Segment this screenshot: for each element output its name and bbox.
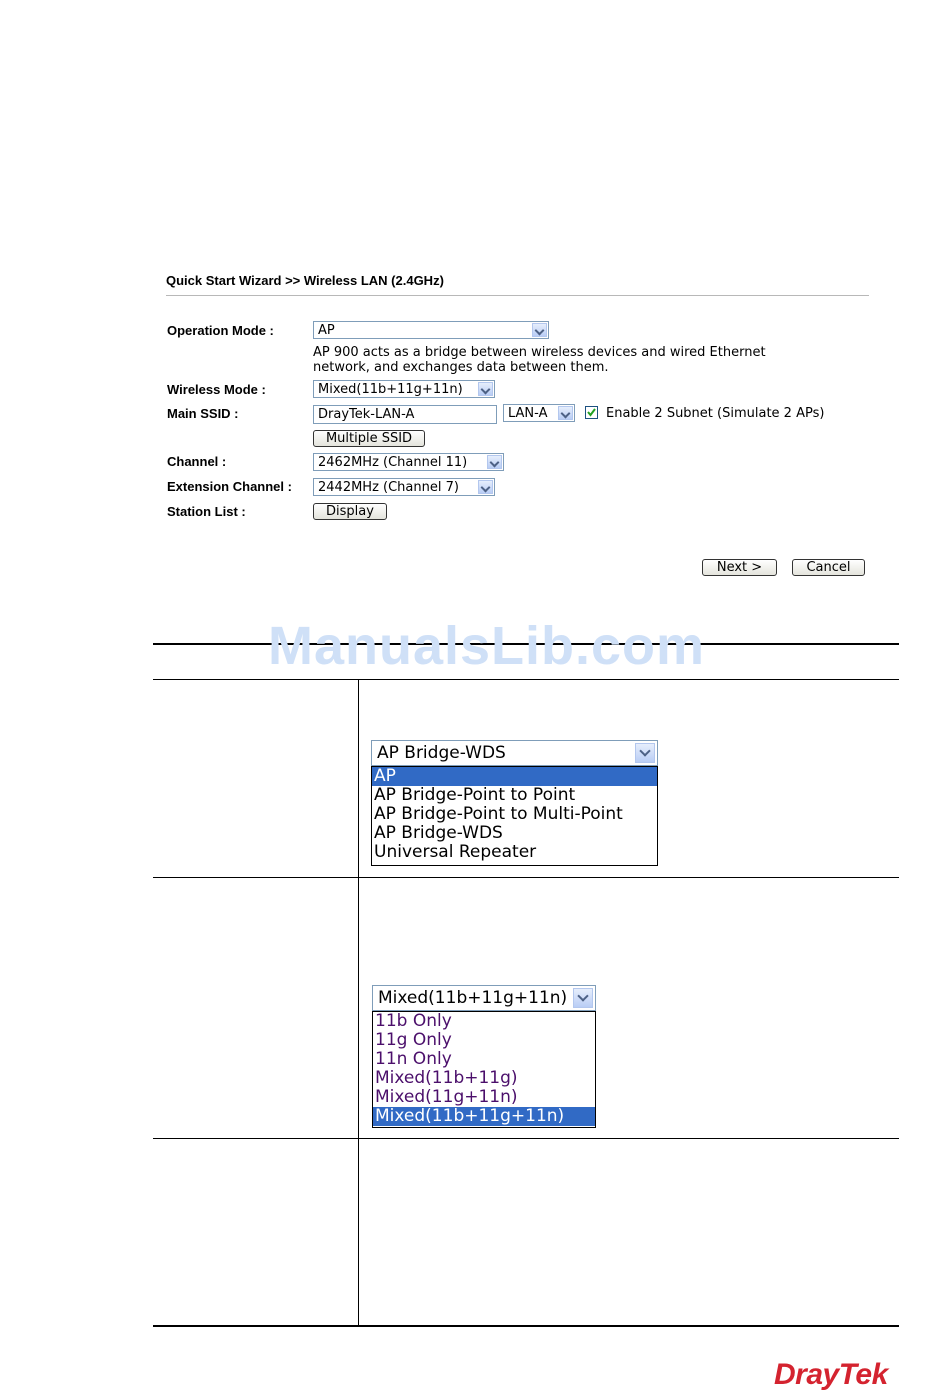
- station-list-label: Station List :: [167, 504, 246, 519]
- operation-mode-select-value: AP: [318, 323, 335, 338]
- enable-subnet-label: Enable 2 Subnet (Simulate 2 APs): [606, 406, 825, 421]
- operation-mode-label: Operation Mode :: [167, 323, 274, 338]
- operation-mode-dropdown[interactable]: [371, 740, 658, 766]
- watermark: ManualsLib.com: [268, 616, 706, 676]
- table-header-divider: [153, 679, 899, 680]
- multiple-ssid-button[interactable]: Multiple SSID: [313, 430, 425, 447]
- breadcrumb-divider: [166, 295, 869, 296]
- extension-channel-select[interactable]: [313, 478, 495, 496]
- channel-select-value: 2462MHz (Channel 11): [318, 455, 468, 470]
- table-bottom-border: [153, 1325, 899, 1327]
- next-button[interactable]: Next >: [702, 559, 777, 576]
- main-ssid-input[interactable]: [313, 405, 497, 424]
- list-item[interactable]: AP Bridge-WDS: [374, 823, 503, 843]
- operation-mode-desc-1: AP 900 acts as a bridge between wireless devices and wired Ethernet: [313, 345, 766, 360]
- main-ssid-label: Main SSID :: [167, 406, 239, 421]
- list-item[interactable]: AP Bridge-Point to Point: [374, 785, 576, 805]
- wireless-mode-label: Wireless Mode :: [167, 382, 266, 397]
- channel-select[interactable]: [313, 453, 504, 471]
- lan-select[interactable]: [503, 404, 575, 422]
- wireless-mode-select-value: Mixed(11b+11g+11n): [318, 382, 463, 397]
- chevron-down-icon: [532, 323, 547, 337]
- chevron-down-icon: [635, 743, 655, 763]
- wireless-mode-select[interactable]: [313, 380, 495, 398]
- checkmark-icon: [586, 407, 597, 418]
- extension-channel-select-value: 2442MHz (Channel 7): [318, 480, 459, 495]
- table-row-divider-2: [153, 1138, 899, 1139]
- operation-mode-options: [371, 766, 658, 866]
- list-item[interactable]: 11n Only: [375, 1049, 452, 1069]
- operation-mode-dropdown-current: AP Bridge-WDS: [377, 743, 506, 763]
- list-item[interactable]: AP Bridge-Point to Multi-Point: [374, 804, 623, 824]
- list-item[interactable]: Mixed(11b+11g): [375, 1068, 518, 1088]
- draytek-logo: DrayTek: [774, 1358, 888, 1391]
- main-ssid-value: DrayTek-LAN-A: [318, 407, 415, 422]
- list-item[interactable]: Mixed(11g+11n): [375, 1087, 518, 1107]
- operation-mode-select[interactable]: [313, 321, 549, 339]
- table-row-divider-1: [153, 877, 899, 878]
- chevron-down-icon: [558, 406, 573, 420]
- table-column-divider: [358, 680, 359, 1326]
- list-item[interactable]: 11b Only: [375, 1011, 452, 1031]
- list-item[interactable]: AP: [372, 767, 657, 786]
- lan-select-value: LAN-A: [508, 406, 548, 421]
- operation-mode-desc-2: network, and exchanges data between them.: [313, 360, 609, 375]
- channel-label: Channel :: [167, 454, 227, 469]
- extension-channel-label: Extension Channel :: [167, 479, 292, 494]
- wireless-mode-options: [372, 1011, 596, 1128]
- breadcrumb: Quick Start Wizard >> Wireless LAN (2.4GHz): [166, 273, 444, 288]
- chevron-down-icon: [573, 988, 593, 1008]
- enable-subnet-checkbox[interactable]: [585, 406, 598, 419]
- cancel-button[interactable]: Cancel: [792, 559, 865, 576]
- list-item[interactable]: Mixed(11b+11g+11n): [373, 1107, 595, 1126]
- chevron-down-icon: [478, 480, 493, 494]
- wireless-mode-dropdown[interactable]: [372, 985, 596, 1011]
- list-item[interactable]: Universal Repeater: [374, 842, 537, 862]
- wireless-mode-dropdown-current: Mixed(11b+11g+11n): [378, 988, 568, 1008]
- display-button[interactable]: Display: [313, 503, 387, 520]
- chevron-down-icon: [487, 455, 502, 469]
- chevron-down-icon: [478, 382, 493, 396]
- list-item[interactable]: 11g Only: [375, 1030, 452, 1050]
